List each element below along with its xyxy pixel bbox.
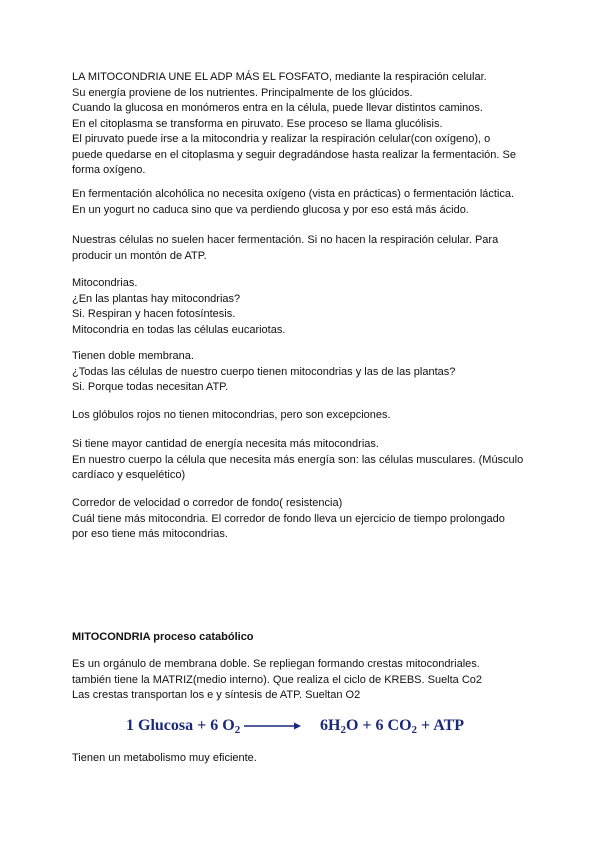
text-line: ¿Todas las células de nuestro cuerpo tienen mitocondrias y las de las plantas? — [72, 365, 456, 378]
equation-products — [320, 717, 464, 735]
text-line: Cuál tiene más mitocondria. El corredor de fondo lleva un ejercicio de tiempo prolongado — [72, 512, 505, 525]
paragraph-atp-intro — [72, 70, 552, 179]
text-line: Las crestas transportan los e y síntesis de ATP. Sueltan O2 — [72, 689, 361, 701]
text-line: En un yogurt no caduca sino que va perdiendo glucosa y por eso está más ácido. — [72, 203, 469, 216]
reaction-arrow-icon — [244, 721, 302, 731]
text-line: Corredor de velocidad o corredor de fondo( resistencia) — [72, 497, 343, 509]
paragraph-cells-respiration — [72, 233, 552, 264]
paragraph-mitochondria-plants — [72, 276, 552, 338]
equation-text: 6H — [320, 717, 341, 734]
equation-subscript: 2 — [340, 724, 346, 736]
text-line: Si tiene mayor cantidad de energía necesita más mitocondrias. — [72, 438, 379, 450]
paragraph-energy-demand — [72, 437, 552, 484]
text-line: Es un orgánulo de membrana doble. Se repliegan formando crestas mitocondriales. — [72, 658, 480, 670]
text-line: El piruvato puede irse a la mitocondria y realizar la respiración celular(con oxígeno), o — [72, 133, 491, 145]
text-line: Tienen doble membrana. — [72, 350, 194, 362]
text-line: Si. Respiran y hacen fotosíntesis. — [72, 308, 236, 320]
equation-text: 1 Glucosa + 6 O — [126, 717, 235, 734]
text-line: Los glóbulos rojos no tienen mitocondrias, pero son excepciones. — [72, 409, 391, 421]
text-line: puede quedarse en el citoplasma y seguir degradándose hasta realizar la fermentación. Se — [72, 148, 516, 161]
text-line: Mitocondria en todas las células eucariotas. — [72, 323, 286, 336]
text-line: Su energía proviene de los nutrientes. Principalmente de los glúcidos. — [72, 86, 413, 99]
text-line: por eso tiene más mitocondrias. — [72, 528, 228, 540]
respiration-equation — [126, 717, 486, 739]
text-line: Cuando la glucosa en monómeros entra en la célula, puede llevar distintos caminos. — [72, 102, 483, 114]
paragraph-metabolism — [72, 751, 552, 767]
text-line: forma oxígeno. — [72, 164, 146, 176]
paragraph-fermentation — [72, 187, 552, 218]
equation-text: + ATP — [417, 717, 465, 734]
text-line: LA MITOCONDRIA UNE EL ADP MÁS EL FOSFATO, mediante la respiración celular. — [72, 71, 487, 83]
equation-subscript: 2 — [411, 724, 418, 736]
text-line: Nuestras células no suelen hacer fermentación. Si no hacen la respiración celular. Para — [72, 234, 499, 246]
text-line: Tienen un metabolismo muy eficiente. — [72, 752, 257, 764]
equation-subscript: 2 — [234, 724, 241, 736]
paragraph-runners — [72, 496, 552, 543]
text-line: ¿En las plantas hay mitocondrias? — [72, 292, 241, 305]
text-line: En nuestro cuerpo la célula que necesita más energía son: las células musculares. (Músculo — [72, 453, 524, 466]
section-heading: MITOCONDRIA proceso catabólico — [72, 631, 254, 643]
text-line: cardíaco y esquelético) — [72, 469, 186, 481]
text-line: Si. Porque todas necesitan ATP. — [72, 381, 229, 393]
text-line: también tiene la MATRIZ(medio interno). Que realiza el ciclo de KREBS. Suelta Co2 — [72, 673, 483, 686]
paragraph-red-blood-cells — [72, 408, 552, 424]
equation-text: O + 6 CO — [345, 717, 412, 734]
equation-reactants — [126, 717, 240, 735]
text-line: producir un montón de ATP. — [72, 249, 207, 262]
text-line: En el citoplasma se transforma en piruvato. Ese proceso se llama glucólisis. — [72, 117, 443, 130]
text-line: Mitocondrias. — [72, 277, 138, 289]
paragraph-double-membrane — [72, 349, 552, 396]
text-line: En fermentación alcohólica no necesita oxígeno (vista en prácticas) o fermentación láctica. — [72, 188, 515, 200]
paragraph-organelle — [72, 657, 552, 704]
